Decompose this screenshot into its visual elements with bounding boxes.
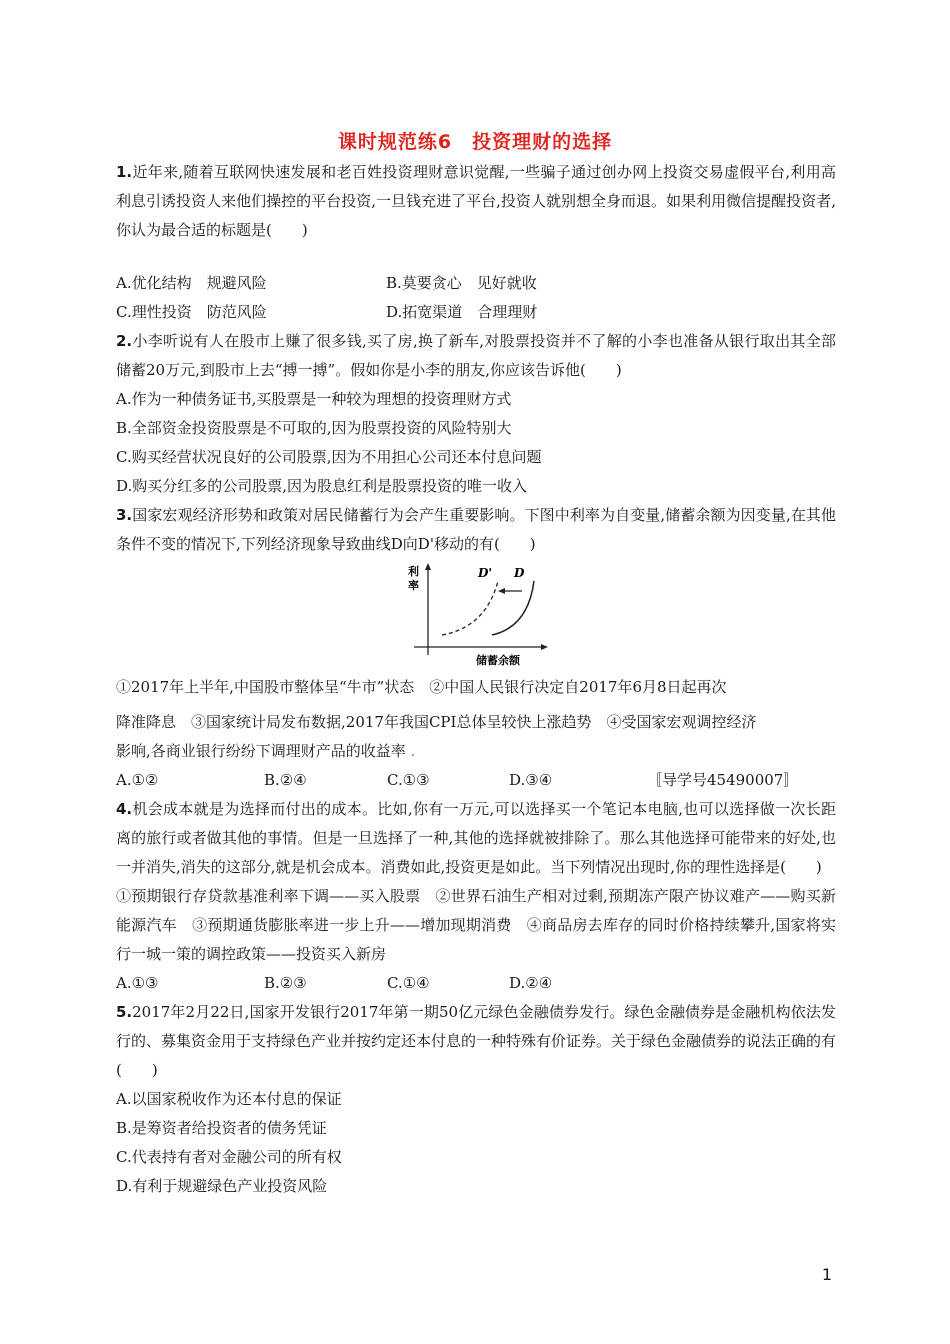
question-2 (116, 327, 836, 385)
statement-line (116, 737, 836, 766)
statement-text: 影响,各商业银行纷纷下调理财产品的收益率 (116, 742, 406, 760)
statement-line: 降准降息 ③国家统计局发布数据,2017年我国CPI总体呈较快上涨趋势 ④受国家宏观调控经济 (116, 713, 757, 731)
question-number: 4. (116, 800, 133, 818)
option-c: C.代表持有者对金融公司的所有权 (116, 1148, 342, 1166)
options-row (116, 969, 836, 998)
question-number: 5. (116, 1003, 133, 1021)
y-axis-label-top: 利 (408, 565, 419, 578)
curve-d (492, 581, 534, 635)
question-number: 2. (116, 332, 133, 350)
question-number: 3. (116, 506, 133, 524)
question-stem: 国家宏观经济形势和政策对居民储蓄行为会产生重要影响。下图中利率为自变量,储蓄余额为因变量,在其他条件不变的情况下,下列经济现象导致曲线D向D'移动的有( ) (116, 506, 836, 553)
x-axis-arrow (541, 644, 548, 650)
statement-line: ①2017年上半年,中国股市整体呈“牛市”状态 ②中国人民银行决定自2017年6月8日起再次 (116, 678, 727, 696)
option-b: B.②③ (264, 974, 307, 992)
curve-d-prime (442, 581, 498, 635)
option-d: D.③④ (509, 771, 553, 789)
option-a: A.以国家税收作为还本付息的保证 (116, 1090, 342, 1108)
option-a: A.作为一种债务证书,买股票是一种较为理想的投资理财方式 (116, 390, 512, 408)
question-1 (116, 158, 836, 245)
option-c: C.①③ (387, 771, 430, 789)
scan-mark: . (405, 742, 416, 760)
option-b: B.是筹资者给投资者的债务凭证 (116, 1119, 327, 1137)
page-title: 课时规范练6 投资理财的选择 (337, 131, 613, 153)
question-4 (116, 795, 836, 882)
option-d: D.拓宽渠道 合理理财 (386, 303, 538, 321)
diagram-svg (404, 561, 554, 669)
option-b: B.②④ (264, 771, 307, 789)
option-d: D.②④ (509, 974, 553, 992)
y-axis-arrow (425, 563, 431, 570)
option-a: A.①③ (116, 974, 159, 992)
question-stem: 近年来,随着互联网快速发展和老百姓投资理财意识觉醒,一些骗子通过创办网上投资交易虚假平台,利用高利息引诱投资人来他们操控的平台投资,一旦钱充进了平台,投资人就别想全身而退。如果利用微信提醒投资者,你认为最合适的标题是( ) (116, 163, 836, 239)
curve-d-prime-label: D' (478, 566, 493, 580)
question-number: 1. (116, 163, 133, 181)
interest-savings-diagram (116, 561, 836, 669)
options-row (116, 269, 836, 298)
option-c: C.购买经营状况良好的公司股票,因为不用担心公司还本付息问题 (116, 448, 542, 466)
question-stem: 机会成本就是为选择而付出的成本。比如,你有一万元,可以选择买一个笔记本电脑,也可以选择做一次长距离的旅行或者做其他的事情。但是一旦选择了一种,其他的选择就被排除了。那么其他选择可能带来的好处,也一并消失,消失的这部分,就是机会成本。消费如此,投资更是如此。当下列情况出现时,你的理性选择是( ) (116, 800, 836, 876)
question-stem: 2017年2月22日,国家开发银行2017年第一期50亿元绿色金融债券发行。绿色金融债券是金融机构依法发行的、募集资金用于支持绿色产业并按约定还本付息的一种特殊有价证券。关于绿色金融债券的说法正确的有 ( ) (116, 1003, 912, 1079)
option-a: A.①② (116, 771, 159, 789)
option-a: A.优化结构 规避风险 (116, 274, 267, 292)
option-c: C.理性投资 防范风险 (116, 303, 267, 321)
question-3 (116, 501, 836, 559)
statement-list: ①预期银行存贷款基准利率下调——买入股票 ②世界石油生产相对过剩,预期冻产限产协议难产——购买新能源汽车 ③预期通货膨胀率进一步上升——增加现期消费 ④商品房去库存的同时价格持续攀升,国家将实行一城一策的调控政策——投资买入新房 (116, 887, 836, 963)
curve-d-label: D (514, 566, 525, 580)
page-number: 1 (821, 1265, 832, 1284)
options-row (116, 298, 836, 327)
spacer (116, 245, 836, 269)
question-5 (116, 998, 912, 1085)
question-stem: 小李听说有人在股市上赚了很多钱,买了房,换了新车,对股票投资并不了解的小李也准备从银行取出其全部储蓄20万元,到股市上去“搏一搏”。假如你是小李的朋友,你应该告诉他( ) (116, 332, 836, 379)
option-d: D.有利于规避绿色产业投资风险 (116, 1177, 328, 1195)
option-b: B.全部资金投资股票是不可取的,因为股票投资的风险特别大 (116, 419, 512, 437)
option-c: C.①④ (387, 974, 430, 992)
document-body (116, 158, 912, 1201)
option-d: D.购买分红多的公司股票,因为股息红利是股票投资的唯一收入 (116, 477, 528, 495)
options-row (116, 766, 836, 795)
shift-arrowhead (498, 588, 505, 594)
x-axis-label: 储蓄余额 (476, 654, 520, 667)
guide-reference: 〚导学号45490007〛 (647, 771, 799, 789)
y-axis-label-bottom: 率 (408, 579, 419, 592)
option-b: B.莫要贪心 见好就收 (386, 274, 537, 292)
